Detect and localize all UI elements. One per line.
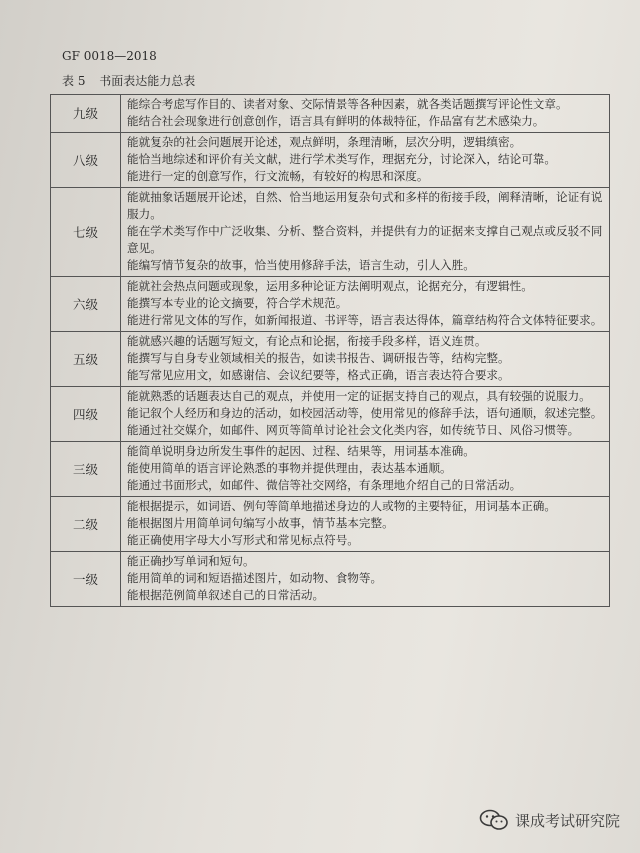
descriptor-line: 能就感兴趣的话题写短文，有论点和论据，衔接手段多样，语义连贯。 bbox=[127, 334, 487, 348]
descriptor-line: 能用简单的词和短语描述图片，如动物、食物等。 bbox=[127, 571, 383, 585]
description-cell bbox=[121, 332, 610, 387]
table-row bbox=[51, 332, 610, 387]
level-cell: 六级 bbox=[51, 277, 121, 332]
table-number: 表 5 bbox=[62, 74, 86, 88]
table-row bbox=[51, 442, 610, 497]
description-cell bbox=[121, 95, 610, 133]
table-body bbox=[51, 95, 610, 607]
descriptor-line: 能进行常见文体的写作，如新闻报道、书评等，语言表达得体，篇章结构符合文体特征要求。 bbox=[127, 313, 603, 327]
level-cell: 二级 bbox=[51, 497, 121, 552]
wechat-icon bbox=[479, 809, 509, 831]
description-cell bbox=[121, 497, 610, 552]
level-cell: 七级 bbox=[51, 188, 121, 277]
description-cell bbox=[121, 387, 610, 442]
descriptor-line: 能通过社交媒介，如邮件、网页等简单讨论社会文化类内容，如传统节日、风俗习惯等。 bbox=[127, 423, 580, 437]
description-cell bbox=[121, 442, 610, 497]
descriptor-line: 能进行一定的创意写作，行文流畅，有较好的构思和深度。 bbox=[127, 169, 429, 183]
descriptor-line: 能根据图片用简单词句编写小故事，情节基本完整。 bbox=[127, 516, 394, 530]
level-cell: 一级 bbox=[51, 552, 121, 607]
descriptor-line: 能简单说明身边所发生事件的起因、过程、结果等，用词基本准确。 bbox=[127, 444, 475, 458]
standard-code: GF 0018—2018 bbox=[62, 49, 157, 63]
descriptor-line: 能撰写与自身专业领域相关的报告，如读书报告、调研报告等，结构完整。 bbox=[127, 351, 510, 365]
level-cell: 九级 bbox=[51, 95, 121, 133]
table-row bbox=[51, 188, 610, 277]
descriptor-line: 能撰写本专业的论文摘要，符合学术规范。 bbox=[127, 296, 348, 310]
table-caption bbox=[62, 72, 195, 89]
table-row bbox=[51, 387, 610, 442]
writing-ability-table bbox=[50, 94, 610, 607]
description-cell bbox=[121, 188, 610, 277]
table-title: 书面表达能力总表 bbox=[99, 74, 196, 88]
description-cell bbox=[121, 277, 610, 332]
description-cell bbox=[121, 133, 610, 188]
descriptor-line: 能就社会热点问题或现象，运用多种论证方法阐明观点，论据充分，有逻辑性。 bbox=[127, 279, 533, 293]
descriptor-line: 能综合考虑写作目的、读者对象、交际情景等各种因素，就各类话题撰写评论性文章。 bbox=[127, 97, 568, 111]
table-row bbox=[51, 497, 610, 552]
table-row bbox=[51, 552, 610, 607]
table-row bbox=[51, 133, 610, 188]
table-row bbox=[51, 95, 610, 133]
descriptor-line: 能正确抄写单词和短句。 bbox=[127, 554, 255, 568]
descriptor-line: 能就抽象话题展开论述，自然、恰当地运用复杂句式和多样的衔接手段，阐释清晰，论证有说服力。 bbox=[127, 190, 603, 221]
level-cell: 五级 bbox=[51, 332, 121, 387]
descriptor-line: 能写常见应用文，如感谢信、会议纪要等，格式正确，语言表达符合要求。 bbox=[127, 368, 510, 382]
watermark bbox=[479, 809, 620, 831]
level-cell: 三级 bbox=[51, 442, 121, 497]
level-cell: 四级 bbox=[51, 387, 121, 442]
descriptor-line: 能结合社会现象进行创意创作，语言具有鲜明的体裁特征，作品富有艺术感染力。 bbox=[127, 114, 545, 128]
descriptor-line: 能使用简单的语言评论熟悉的事物并提供理由，表达基本通顺。 bbox=[127, 461, 452, 475]
descriptor-line: 能根据提示，如词语、例句等简单地描述身边的人或物的主要特征，用词基本正确。 bbox=[127, 499, 556, 513]
description-cell bbox=[121, 552, 610, 607]
descriptor-line: 能恰当地综述和评价有关文献，进行学术类写作，理据充分，讨论深入，结论可靠。 bbox=[127, 152, 556, 166]
watermark-text: 课成考试研究院 bbox=[514, 811, 620, 830]
descriptor-line: 能正确使用字母大小写形式和常见标点符号。 bbox=[127, 533, 359, 547]
table-row bbox=[51, 277, 610, 332]
descriptor-line: 能通过书面形式，如邮件、微信等社交网络，有条理地介绍自己的日常活动。 bbox=[127, 478, 522, 492]
descriptor-line: 能就复杂的社会问题展开论述，观点鲜明，条理清晰，层次分明，逻辑缜密。 bbox=[127, 135, 522, 149]
level-cell: 八级 bbox=[51, 133, 121, 188]
descriptor-line: 能编写情节复杂的故事，恰当使用修辞手法，语言生动，引人入胜。 bbox=[127, 258, 475, 272]
descriptor-line: 能记叙个人经历和身边的活动，如校园活动等，使用常见的修辞手法，语句通顺，叙述完整。 bbox=[127, 406, 603, 420]
descriptor-line: 能根据范例简单叙述自己的日常活动。 bbox=[127, 588, 325, 602]
descriptor-line: 能在学术类写作中广泛收集、分析、整合资料，并提供有力的证据来支撑自己观点或反驳不同意见。 bbox=[127, 224, 603, 255]
descriptor-line: 能就熟悉的话题表达自己的观点，并使用一定的证据支持自己的观点，具有较强的说服力。 bbox=[127, 389, 591, 403]
